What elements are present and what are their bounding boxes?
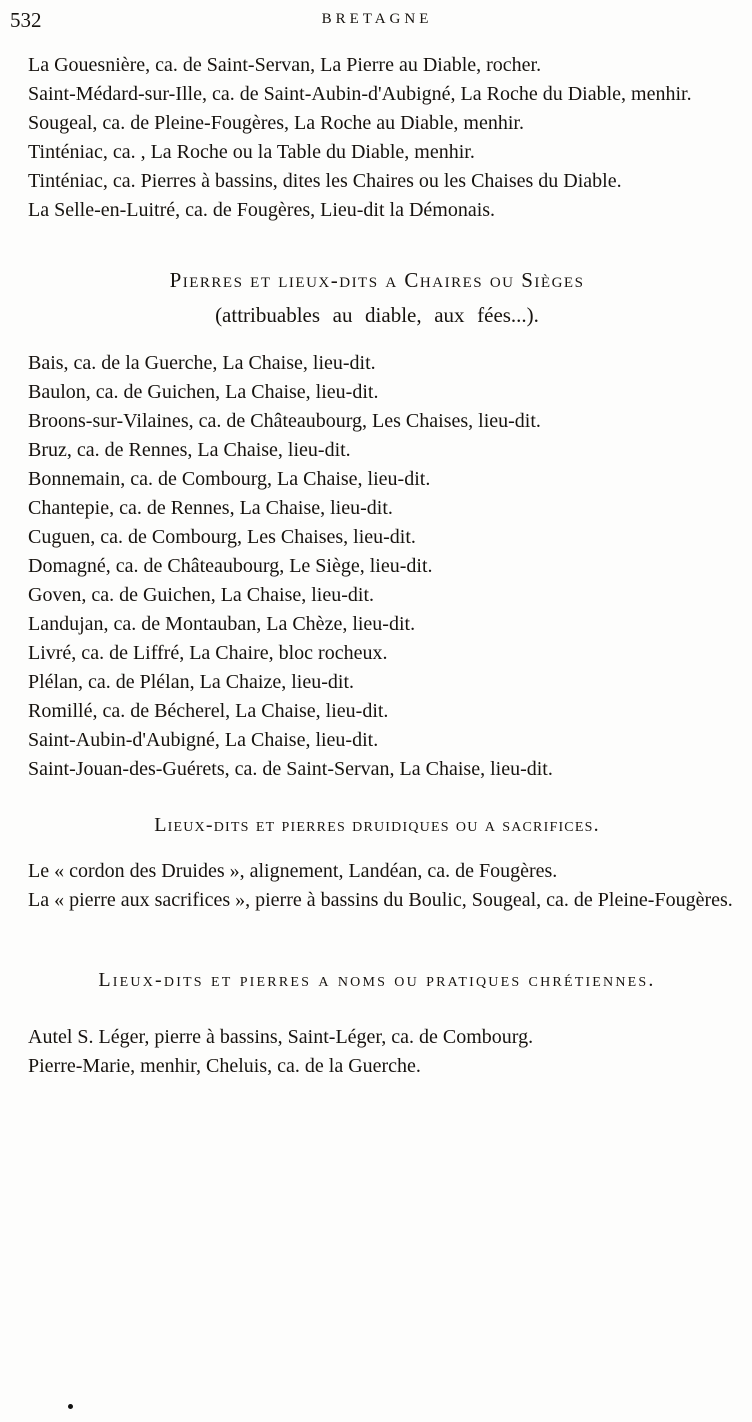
ink-spot-artifact	[68, 1404, 73, 1409]
paragraph: La Gouesnière, ca. de Saint-Servan, La Pierre au Diable, rocher.	[28, 54, 542, 76]
paragraph: La « pierre aux sacrifices », pierre à bassins du Boulic, Sougeal, ca. de Pleine-Fougères.	[28, 889, 733, 911]
running-title: BRETAGNE	[321, 11, 433, 27]
paragraph: Le « cordon des Druides », alignement, Landéan, ca. de Fougères.	[28, 860, 558, 882]
list-item: Baulon, ca. de Guichen, La Chaise, lieu-dit.	[28, 381, 379, 403]
list-item: Plélan, ca. de Plélan, La Chaize, lieu-dit.	[28, 671, 354, 693]
page-body	[8, 51, 746, 1081]
list-item: Cuguen, ca. de Combourg, Les Chaises, lieu-dit.	[28, 526, 416, 548]
list-item: Livré, ca. de Liffré, La Chaire, bloc rocheux.	[28, 642, 388, 664]
section-chretiennes	[8, 966, 746, 1081]
paragraph: Tinténiac, ca. Pierres à bassins, dites les Chaires ou les Chaises du Diable.	[28, 170, 622, 192]
section-chaises	[8, 266, 746, 784]
section-druidiques	[8, 811, 746, 915]
paragraph: Tinténiac, ca. , La Roche ou la Table du Diable, menhir.	[28, 141, 475, 163]
section-subtitle-chaises: (attribuables au diable, aux fées...).	[215, 303, 539, 327]
paragraph: Saint-Médard-sur-Ille, ca. de Saint-Aubin-d'Aubigné, La Roche du Diable, menhir.	[28, 83, 692, 105]
paragraph: Sougeal, ca. de Pleine-Fougères, La Roche au Diable, menhir.	[28, 112, 524, 134]
list-item: Romillé, ca. de Bécherel, La Chaise, lieu-dit.	[28, 700, 389, 722]
running-header	[8, 8, 746, 34]
section-heading-chretiennes: Lieux-dits et pierres a noms ou pratiques chrétiennes.	[98, 969, 656, 991]
list-item: Landujan, ca. de Montauban, La Chèze, lieu-dit.	[28, 613, 416, 635]
list-item: Bais, ca. de la Guerche, La Chaise, lieu-dit.	[28, 352, 376, 374]
list-item: Chantepie, ca. de Rennes, La Chaise, lieu-dit.	[28, 497, 393, 519]
list-item: Saint-Jouan-des-Guérets, ca. de Saint-Servan, La Chaise, lieu-dit.	[28, 758, 553, 780]
list-item: Broons-sur-Vilaines, ca. de Châteaubourg, Les Chaises, lieu-dit.	[28, 410, 541, 432]
section-heading-chaises: Pierres et lieux-dits a Chaires ou Sièges	[169, 268, 585, 292]
list-item: Bruz, ca. de Rennes, La Chaise, lieu-dit.	[28, 439, 351, 461]
list-item: Saint-Aubin-d'Aubigné, La Chaise, lieu-dit.	[28, 729, 379, 751]
paragraph: La Selle-en-Luitré, ca. de Fougères, Lieu-dit la Démonais.	[28, 199, 496, 221]
chaises-list	[8, 349, 746, 784]
list-item: Domagné, ca. de Châteaubourg, Le Siège, lieu-dit.	[28, 555, 433, 577]
list-item: Bonnemain, ca. de Combourg, La Chaise, lieu-dit.	[28, 468, 431, 490]
section-heading-druidiques: Lieux-dits et pierres druidiques ou a sacrifices.	[154, 814, 600, 836]
list-item: Goven, ca. de Guichen, La Chaise, lieu-dit.	[28, 584, 374, 606]
intro-section	[8, 51, 746, 225]
paragraph: Pierre-Marie, menhir, Cheluis, ca. de la Guerche.	[28, 1055, 421, 1077]
paragraph: Autel S. Léger, pierre à bassins, Saint-Léger, ca. de Combourg.	[28, 1026, 534, 1048]
page-number: 532	[10, 8, 42, 32]
